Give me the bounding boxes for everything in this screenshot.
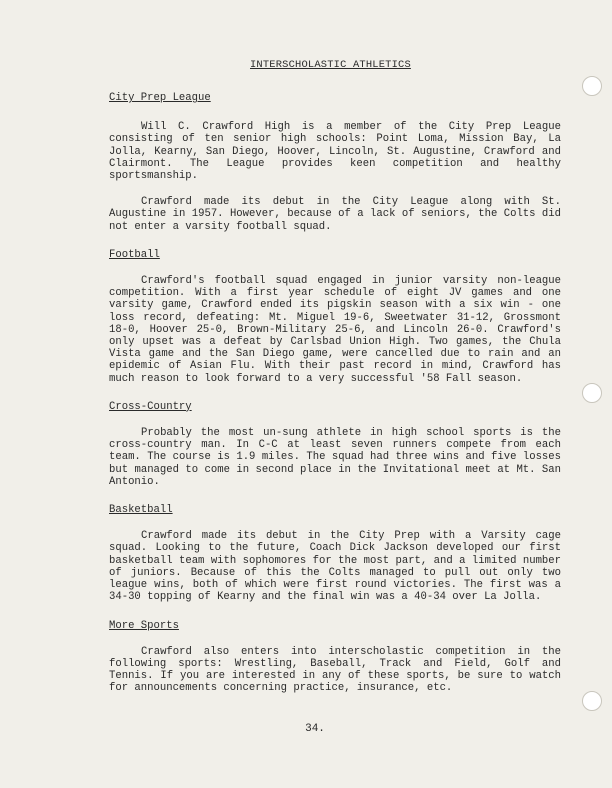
heading-cross-country: Cross-Country xyxy=(109,400,192,413)
binder-hole-top xyxy=(582,76,602,96)
heading-more-sports: More Sports xyxy=(109,619,179,632)
paragraph-football: Crawford's football squad engaged in junior varsity non-league competition. With a first year schedule of eight JV games and one varsity game, Crawford ended its pigskin season with a six win - one loss record, defeating: Mt. Miguel 19-6, Sweetwater 31-12, Grossmont 18-0, Hoover 25-0, Brown-Military 25-6, and Lincoln 26-0. Crawford's only upset was a defeat by Carlsbad Union High. Two games, the Chula Vista game and the San Diego game, were cancelled due to rain and an epidemic of Asian Flu. With their past record in mind, Crawford has much reason to look forward to a very successful '58 Fall season. xyxy=(109,275,561,385)
page-content xyxy=(109,92,561,695)
page-number: 34. xyxy=(305,723,325,735)
heading-basketball: Basketball xyxy=(109,504,173,517)
binder-hole-middle xyxy=(582,383,602,403)
page-title: INTERSCHOLASTIC ATHLETICS xyxy=(250,59,411,71)
paragraph-city-prep-league-2: Crawford made its debut in the City League along with St. Augustine in 1957. However, because of a lack of seniors, the Colts did not enter a varsity football squad. xyxy=(109,196,561,233)
paragraph-cross-country: Probably the most un-sung athlete in high school sports is the cross-country man. In C-C at least seven runners compete from each team. The course is 1.9 miles. The squad had three wins and five losses but managed to come in second place in the Invitational meet at Mt. San Antonio. xyxy=(109,427,561,488)
paragraph-more-sports: Crawford also enters into interscholastic competition in the following sports: Wrestling, Baseball, Track and Field, Golf and Tennis. If you are interested in any of these sports, be sure to watch for announcements concerning practice, insurance, etc. xyxy=(109,645,561,695)
heading-city-prep-league: City Prep League xyxy=(109,92,211,104)
heading-football: Football xyxy=(109,248,160,261)
paragraph-city-prep-league-1: Will C. Crawford High is a member of the City Prep League consisting of ten senior high schools: Point Loma, Mission Bay, La Jolla, Kearny, San Diego, Hoover, Lincoln, St. Augustine, Crawford and Clairmont. The League provides keen competition and healthy sportsmanship. xyxy=(109,121,561,183)
paragraph-basketball: Crawford made its debut in the City Prep with a Varsity cage squad. Looking to the future, Coach Dick Jackson developed our first basketball team with sophomores for the most part, and a limited number of juniors. Because of this the Colts managed to pull out only two league wins, both of which were first round victories. The first was a 34-30 topping of Kearny and the final win was a 40-34 over La Jolla. xyxy=(109,530,561,604)
binder-hole-bottom xyxy=(582,691,602,711)
